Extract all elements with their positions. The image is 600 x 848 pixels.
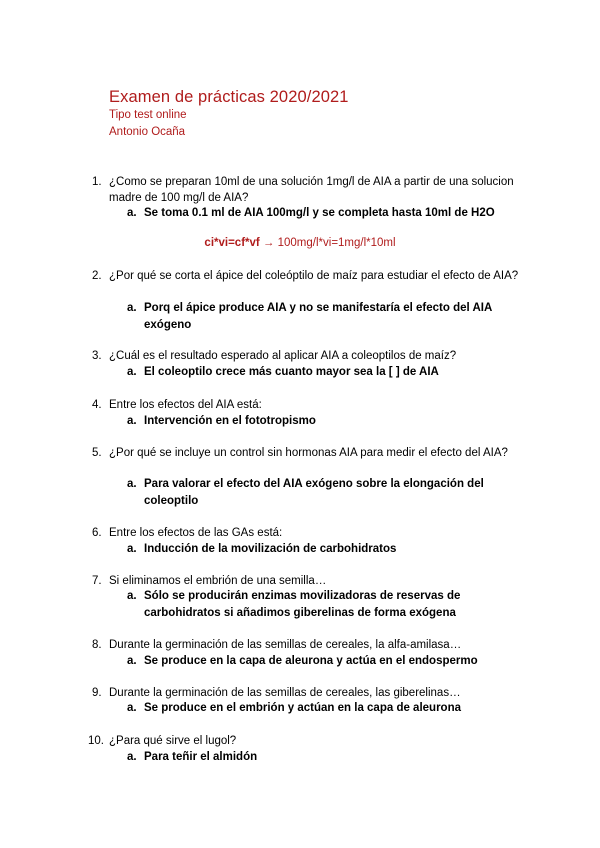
- question-7: [92, 573, 532, 589]
- question-2: [92, 268, 532, 284]
- formula-rest: → 100mg/l*vi=1mg/l*10ml: [259, 237, 396, 249]
- question-4: [92, 397, 532, 413]
- answer-text: Para teñir el almidón: [144, 751, 258, 763]
- answer-text: Se produce en el embrión y actúan en la capa de aleurona: [144, 702, 461, 714]
- question-text: Entre los efectos de las GAs está:: [109, 527, 283, 539]
- question-text: ¿Para qué sirve el lugol?: [109, 735, 237, 747]
- question-number: 6.: [92, 527, 102, 539]
- answer-text: Para valorar el efecto del AIA exógeno sobre la elongación del coleoptilo: [144, 478, 484, 507]
- question-text: Entre los efectos del AIA está:: [109, 399, 262, 411]
- question-text: ¿Por qué se corta el ápice del coleóptilo de maíz para estudiar el efecto de AIA?: [109, 270, 519, 282]
- subtitle: Tipo test online: [109, 109, 187, 121]
- answer-text: El coleoptilo crece más cuanto mayor sea la [ ] de AIA: [144, 366, 439, 378]
- question-number: 2.: [92, 270, 102, 282]
- answer-4: [127, 413, 527, 430]
- answer-letter: a.: [127, 478, 137, 490]
- question-text: ¿Como se preparan 10ml de una solución 1mg/l de AIA a partir de una solucion madre de 100 mg/l de AIA?: [109, 176, 514, 204]
- formula: [0, 237, 600, 249]
- question-6: [92, 525, 532, 541]
- question-number: 4.: [92, 399, 102, 411]
- question-number: 9.: [92, 687, 102, 699]
- question-number: 5.: [92, 447, 102, 459]
- question-text: ¿Por qué se incluye un control sin hormonas AIA para medir el efecto del AIA?: [109, 447, 508, 459]
- question-9: [92, 685, 532, 701]
- answer-text: Intervención en el fototropismo: [144, 415, 316, 427]
- answer-text: Porq el ápice produce AIA y no se manifestaría el efecto del AIA exógeno: [144, 302, 492, 331]
- question-number: 7.: [92, 575, 102, 587]
- question-text: ¿Cuál es el resultado esperado al aplicar AIA a coleoptilos de maíz?: [109, 350, 457, 362]
- answer-5: [127, 476, 527, 510]
- question-5: [92, 445, 532, 461]
- answer-letter: a.: [127, 543, 137, 555]
- answer-text: Inducción de la movilización de carbohidratos: [144, 543, 397, 555]
- page-title: Examen de prácticas 2020/2021: [109, 88, 349, 106]
- question-8: [92, 637, 532, 653]
- answer-text: Sólo se producirán enzimas movilizadoras de reservas de carbohidratos si añadimos giberelinas de forma exógena: [144, 590, 461, 619]
- question-number: 3.: [92, 350, 102, 362]
- answer-text: Se produce en la capa de aleurona y actúa en el endospermo: [144, 655, 478, 667]
- question-text: Si eliminamos el embrión de una semilla…: [109, 575, 327, 587]
- answer-letter: a.: [127, 590, 137, 602]
- author: Antonio Ocaña: [109, 126, 186, 138]
- answer-letter: a.: [127, 655, 137, 667]
- question-number: 1.: [92, 176, 102, 188]
- question-number: 8.: [92, 639, 102, 651]
- answer-letter: a.: [127, 302, 137, 314]
- answer-8: [127, 653, 527, 670]
- answer-10: [127, 749, 527, 766]
- answer-6: [127, 541, 527, 558]
- answer-3: [127, 364, 527, 381]
- answer-text: Se toma 0.1 ml de AIA 100mg/l y se completa hasta 10ml de H2O: [144, 207, 495, 219]
- answer-letter: a.: [127, 415, 137, 427]
- question-3: [92, 348, 532, 364]
- question-number: 10.: [88, 735, 104, 747]
- answer-letter: a.: [127, 366, 137, 378]
- question-text: Durante la germinación de las semillas de cereales, las giberelinas…: [109, 687, 461, 699]
- question-1: [92, 174, 532, 206]
- question-10: [88, 733, 528, 749]
- answer-letter: a.: [127, 702, 137, 714]
- answer-letter: a.: [127, 207, 137, 219]
- answer-1: [127, 205, 527, 222]
- answer-7: [127, 588, 527, 622]
- question-text: Durante la germinación de las semillas de cereales, la alfa-amilasa…: [109, 639, 462, 651]
- answer-9: [127, 700, 527, 717]
- formula-bold: ci*vi=cf*vf: [204, 237, 260, 249]
- answer-2: [127, 300, 522, 334]
- answer-letter: a.: [127, 751, 137, 763]
